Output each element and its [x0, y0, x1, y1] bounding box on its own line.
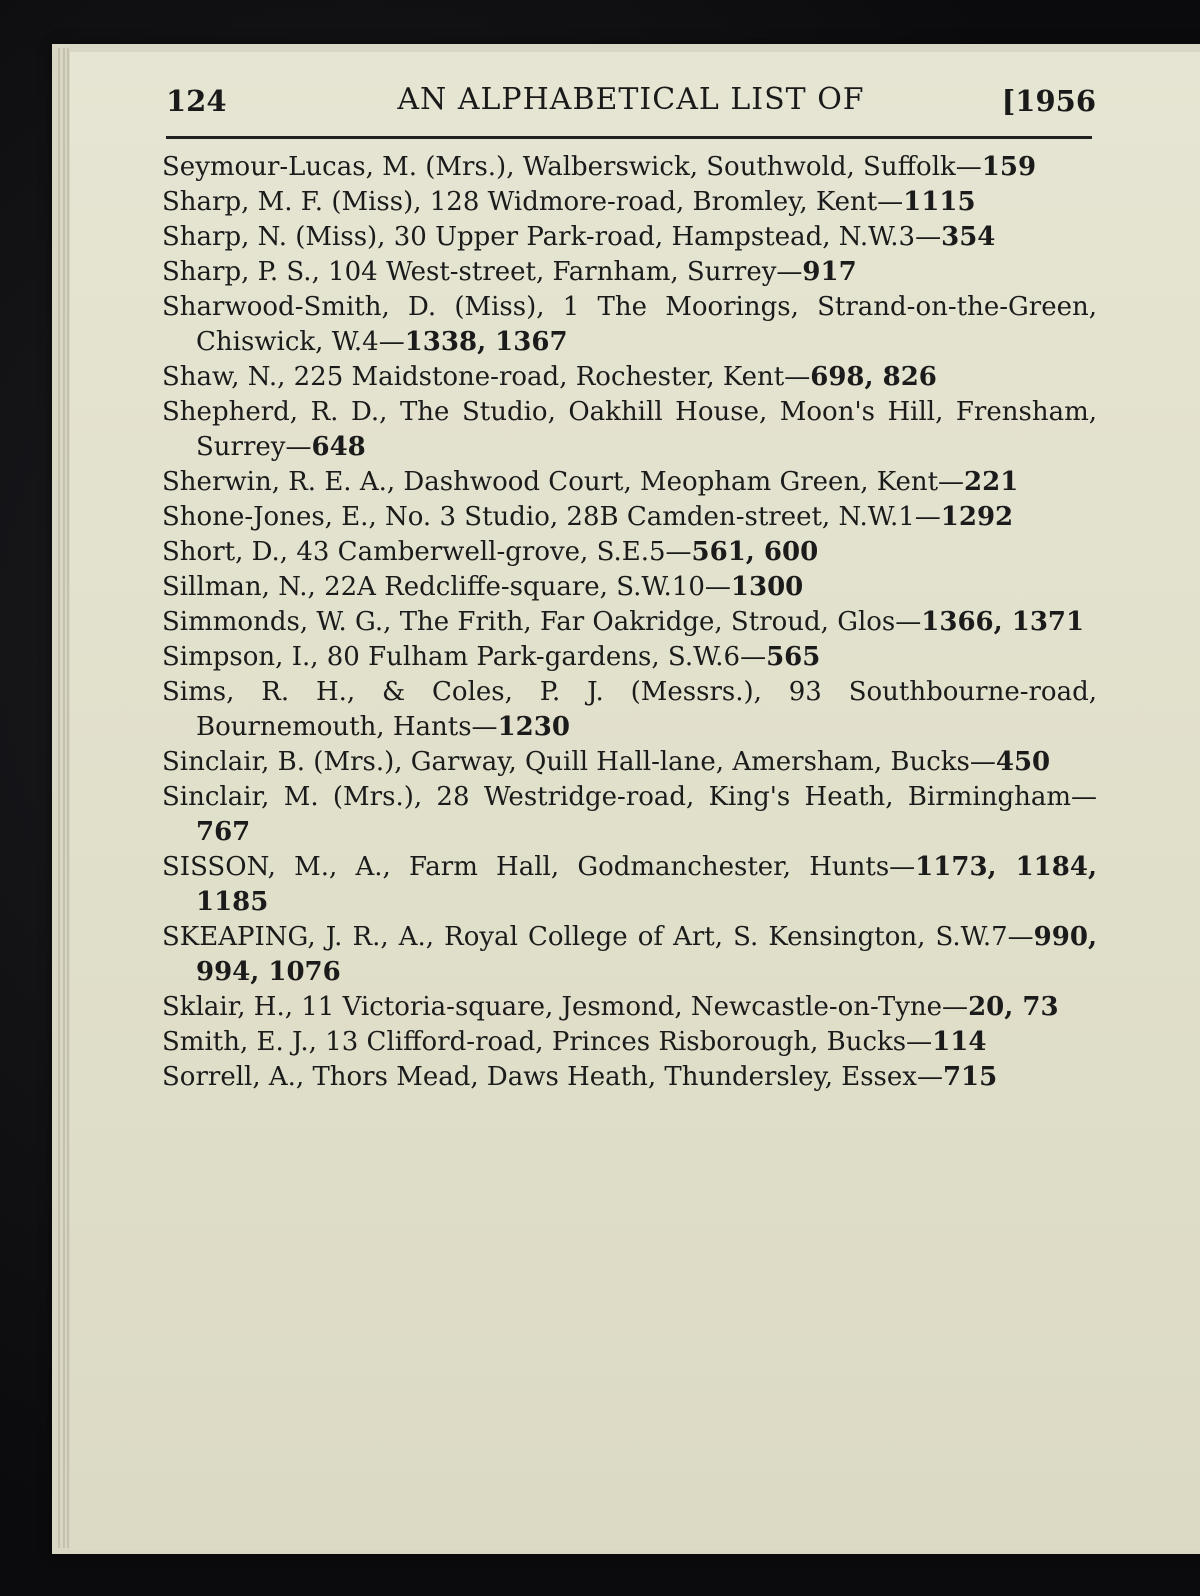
page-edge [63, 48, 65, 1548]
entry-page-numbers: 1292 [940, 502, 1014, 532]
directory-entry [162, 185, 1097, 220]
entry-page-numbers: 1338, 1367 [404, 327, 568, 357]
entry-text: Smith, E. J., 13 Clifford-road, Princes Risborough, Bucks— [162, 1027, 933, 1057]
entry-page-numbers: 767 [196, 817, 251, 847]
entry-text: Sherwin, R. E. A., Dashwood Court, Meopham Green, Kent— [162, 467, 965, 497]
directory-entry [162, 150, 1097, 185]
entry-page-numbers: 450 [995, 747, 1051, 777]
directory-entry [162, 535, 1097, 570]
directory-entry [162, 1025, 1097, 1060]
page-number: 124 [166, 84, 227, 118]
directory-entry [162, 570, 1097, 605]
entry-page-numbers: 565 [766, 642, 821, 672]
entry-page-numbers: 715 [942, 1062, 998, 1092]
directory-entry [162, 1060, 1097, 1095]
entry-page-numbers: 1173, 1184, 1185 [196, 852, 1097, 917]
entry-text: Sorrell, A., Thors Mead, Daws Heath, Thundersley, Essex— [162, 1062, 943, 1092]
page-header [166, 80, 1096, 130]
entry-page-numbers: 1230 [497, 712, 570, 742]
entry-page-numbers: 159 [981, 152, 1037, 182]
header-rule [166, 136, 1092, 139]
entry-page-numbers: 648 [311, 432, 366, 462]
entry-page-numbers: 1300 [730, 572, 804, 602]
entry-text: Sinclair, B. (Mrs.), Garway, Quill Hall-lane, Amersham, Bucks— [162, 747, 996, 777]
directory-list [162, 150, 1097, 1095]
entry-page-numbers: 990, 994, 1076 [196, 922, 1097, 987]
directory-entry [162, 920, 1097, 990]
entry-text: Shone-Jones, E., No. 3 Studio, 28B Camden-street, N.W.1— [162, 502, 941, 532]
entry-text: Sharwood-Smith, D. (Miss), 1 The Moorings, Strand-on-the-Green, Chiswick, W.4— [162, 292, 1097, 357]
directory-entry [162, 675, 1097, 745]
directory-entry [162, 290, 1097, 360]
entry-text: Short, D., 43 Camberwell-grove, S.E.5— [162, 537, 692, 567]
entry-text: Simmonds, W. G., The Frith, Far Oakridge, Stroud, Glos— [162, 607, 922, 637]
directory-entry [162, 780, 1097, 850]
entry-text: Sillman, N., 22A Redcliffe-square, S.W.10— [162, 572, 731, 602]
entry-text: Sklair, H., 11 Victoria-square, Jesmond, Newcastle-on-Tyne— [162, 992, 969, 1022]
entry-page-numbers: 561, 600 [691, 537, 819, 567]
entry-page-numbers: 917 [802, 257, 857, 287]
running-title: AN ALPHABETICAL LIST OF [397, 82, 865, 117]
entry-page-numbers: 1115 [903, 187, 976, 217]
directory-entry [162, 850, 1097, 920]
entry-text: Sims, R. H., & Coles, P. J. (Messrs.), 93 Southbourne-road, Bournemouth, Hants— [162, 677, 1097, 742]
directory-entry [162, 220, 1097, 255]
entry-text: Shepherd, R. D., The Studio, Oakhill House, Moon's Hill, Frensham, Surrey— [162, 397, 1097, 462]
entry-page-numbers: 354 [941, 222, 996, 252]
entry-text: Shaw, N., 225 Maidstone-road, Rochester, Kent— [162, 362, 811, 392]
entry-text: SISSON, M., A., Farm Hall, Godmanchester, Hunts— [162, 852, 916, 882]
entry-text: Sharp, P. S., 104 West-street, Farnham, Surrey— [162, 257, 803, 287]
directory-entry [162, 990, 1097, 1025]
entry-text: Sinclair, M. (Mrs.), 28 Westridge-road, King's Heath, Birmingham— [162, 782, 1097, 812]
directory-entry [162, 465, 1097, 500]
directory-entry [162, 745, 1097, 780]
entry-text: Seymour-Lucas, M. (Mrs.), Walberswick, Southwold, Suffolk— [162, 152, 982, 182]
directory-entry [162, 360, 1097, 395]
page-edge [67, 48, 69, 1548]
directory-entry [162, 640, 1097, 675]
entry-page-numbers: 20, 73 [968, 992, 1059, 1022]
entry-page-numbers: 698, 826 [810, 362, 937, 392]
entry-text: Simpson, I., 80 Fulham Park-gardens, S.W.6— [162, 642, 767, 672]
year-mark: [1956 [1001, 84, 1096, 118]
entry-page-numbers: 114 [932, 1027, 987, 1057]
entry-text: SKEAPING, J. R., A., Royal College of Art, S. Kensington, S.W.7— [162, 922, 1034, 952]
entry-text: Sharp, M. F. (Miss), 128 Widmore-road, Bromley, Kent— [162, 187, 904, 217]
directory-entry [162, 605, 1097, 640]
directory-entry [162, 395, 1097, 465]
entry-page-numbers: 221 [964, 467, 1019, 497]
page-edge [58, 48, 60, 1548]
directory-entry [162, 255, 1097, 290]
entry-text: Sharp, N. (Miss), 30 Upper Park-road, Hampstead, N.W.3— [162, 222, 942, 252]
entry-page-numbers: 1366, 1371 [921, 607, 1085, 637]
directory-entry [162, 500, 1097, 535]
